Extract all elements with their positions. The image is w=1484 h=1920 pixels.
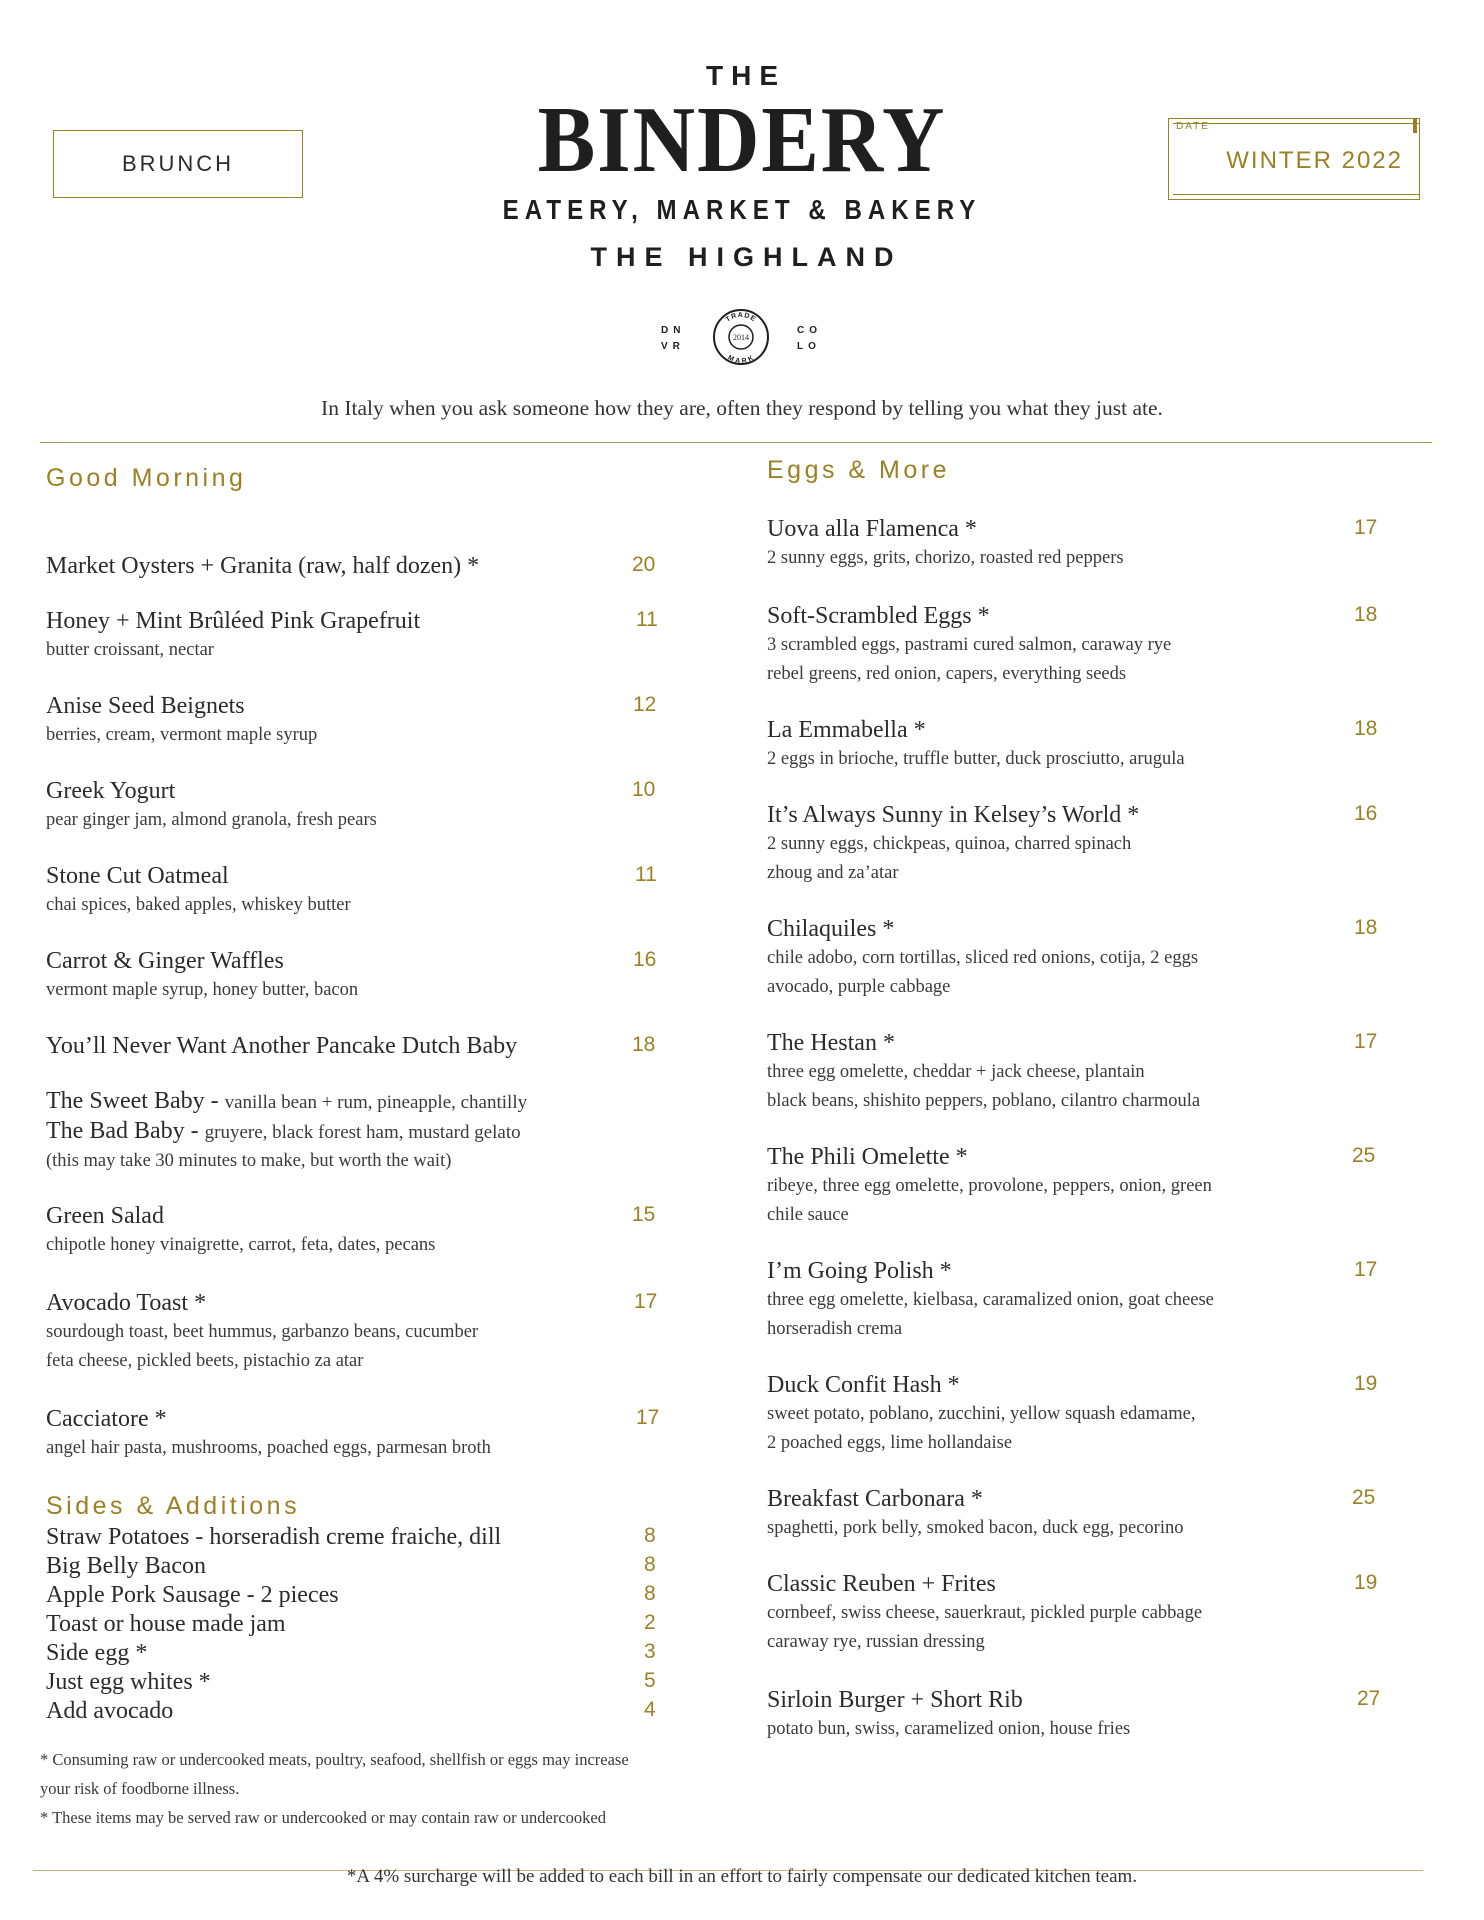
menu-item — [767, 514, 1387, 573]
side-name: Apple Pork Sausage - 2 pieces — [46, 1582, 339, 1608]
item-price: 25 — [1352, 1144, 1376, 1167]
side-name: Add avocado — [46, 1698, 174, 1724]
item-name: Green Salad — [46, 1203, 164, 1229]
item-price: 17 — [1354, 1258, 1378, 1281]
item-price: 17 — [1354, 1030, 1378, 1053]
item-price: 18 — [1354, 916, 1378, 939]
item-price: 12 — [633, 693, 657, 716]
item-description: chai spices, baked apples, whiskey butter — [46, 895, 351, 915]
side-price: 5 — [644, 1669, 656, 1692]
item-name: The Hestan * — [767, 1030, 895, 1056]
city-letters: DN VR — [661, 325, 686, 352]
item-name: Breakfast Carbonara * — [767, 1486, 983, 1512]
item-price: 16 — [633, 948, 657, 971]
item-description: potato bun, swiss, caramelized onion, house fries — [767, 1719, 1131, 1739]
menu-item — [767, 914, 1387, 1002]
item-name: The Phili Omelette * — [767, 1144, 968, 1170]
sides-title: Sides & Additions — [46, 1492, 301, 1520]
logo-location: THE HIGHLAND — [590, 242, 903, 272]
item-description: 2 sunny eggs, grits, chorizo, roasted red peppers — [767, 548, 1124, 568]
item-description-2: horseradish crema — [767, 1319, 903, 1339]
menu-item — [46, 1404, 666, 1463]
menu-item — [46, 606, 666, 665]
menu-item — [46, 691, 666, 750]
item-price: 20 — [632, 553, 656, 576]
item-price: 18 — [1354, 603, 1378, 626]
bad-baby-desc: gruyere, black forest ham, mustard gelato — [204, 1122, 521, 1143]
item-description-2: caraway rye, russian dressing — [767, 1632, 985, 1652]
bad-baby-name: The Bad Baby - — [46, 1118, 199, 1144]
item-description-2: 2 poached eggs, lime hollandaise — [767, 1433, 1013, 1453]
menu-item — [767, 1256, 1387, 1344]
seal-top-text: TRADE — [724, 311, 758, 324]
item-description: cornbeef, swiss cheese, sauerkraut, pickled purple cabbage — [767, 1603, 1203, 1623]
trademark-seal-icon — [711, 307, 771, 367]
footnote-raw-warning-cont: your risk of foodborne illness. — [40, 1779, 240, 1798]
item-description: 2 eggs in brioche, truffle butter, duck prosciutto, arugula — [767, 749, 1185, 769]
item-name: You’ll Never Want Another Pancake Dutch Baby — [46, 1033, 518, 1059]
item-name: Cacciatore * — [46, 1406, 167, 1432]
side-item — [46, 1552, 666, 1581]
seal-year: 2014 — [733, 333, 749, 342]
side-item — [46, 1639, 666, 1668]
item-description-2: black beans, shishito peppers, poblano, cilantro charmoula — [767, 1091, 1201, 1111]
item-price: 18 — [1354, 717, 1378, 740]
item-description-2: avocado, purple cabbage — [767, 977, 951, 997]
eggs-and-more-title: Eggs & More — [767, 456, 951, 484]
svg-text:TRADE — [725, 312, 757, 324]
item-price: 18 — [632, 1033, 656, 1056]
date-value: WINTER 2022 — [1226, 147, 1403, 174]
item-price: 11 — [635, 863, 657, 886]
side-price: 2 — [644, 1611, 656, 1634]
menu-item — [46, 776, 666, 835]
item-name: It’s Always Sunny in Kelsey’s World * — [767, 802, 1140, 828]
menu-item — [46, 861, 666, 920]
item-name: La Emmabella * — [767, 717, 926, 743]
item-price: 17 — [636, 1406, 660, 1429]
item-name: Greek Yogurt — [46, 778, 176, 804]
header-divider — [40, 442, 1432, 443]
item-description-2: zhoug and za’atar — [767, 863, 899, 883]
item-price: 11 — [636, 608, 658, 631]
item-description: sweet potato, poblano, zucchini, yellow squash edamame, — [767, 1404, 1196, 1424]
item-description: berries, cream, vermont maple syrup — [46, 725, 318, 745]
item-name: Avocado Toast * — [46, 1290, 207, 1316]
item-name: Uova alla Flamenca * — [767, 516, 977, 542]
item-price: 10 — [632, 778, 656, 801]
item-price: 25 — [1352, 1486, 1376, 1509]
tagline: In Italy when you ask someone how they are, often they respond by telling you what they just ate. — [321, 396, 1163, 420]
item-description: 3 scrambled eggs, pastrami cured salmon, caraway rye — [767, 635, 1172, 655]
menu-item — [767, 800, 1387, 888]
item-name: Anise Seed Beignets — [46, 693, 245, 719]
state-letters: CO LO — [797, 325, 822, 352]
menu-item — [46, 1201, 666, 1260]
item-name: Carrot & Ginger Waffles — [46, 948, 284, 974]
item-name: Classic Reuben + Frites — [767, 1571, 996, 1597]
logo-the: THE — [706, 60, 786, 91]
item-name: Duck Confit Hash * — [767, 1372, 960, 1398]
surcharge-notice: *A 4% surcharge will be added to each bill in an effort to fairly compensate our dedicated kitchen team. — [346, 1866, 1138, 1887]
item-price: 27 — [1357, 1687, 1381, 1710]
side-item — [46, 1610, 666, 1639]
item-price: 16 — [1354, 802, 1378, 825]
sweet-baby-name: The Sweet Baby - — [46, 1088, 219, 1114]
menu-item — [767, 715, 1387, 774]
menu-item — [46, 946, 666, 1005]
item-name: Soft-Scrambled Eggs * — [767, 603, 990, 629]
item-description: spaghetti, pork belly, smoked bacon, duck egg, pecorino — [767, 1518, 1184, 1538]
item-description-2: rebel greens, red onion, capers, everything seeds — [767, 664, 1127, 684]
side-price: 8 — [644, 1524, 656, 1547]
trademark-row — [0, 307, 1484, 367]
sweet-baby-desc: vanilla bean + rum, pineapple, chantilly — [224, 1092, 528, 1113]
item-name: Sirloin Burger + Short Rib — [767, 1687, 1023, 1713]
item-description-2: chile sauce — [767, 1205, 849, 1225]
side-price: 3 — [644, 1640, 656, 1663]
item-description: three egg omelette, kielbasa, caramalized onion, goat cheese — [767, 1290, 1214, 1310]
side-item — [46, 1581, 666, 1610]
side-item — [46, 1697, 666, 1726]
menu-item — [46, 1288, 666, 1376]
item-description: chipotle honey vinaigrette, carrot, feta, dates, pecans — [46, 1235, 436, 1255]
side-price: 8 — [644, 1553, 656, 1576]
menu-item — [767, 1685, 1387, 1744]
menu-item — [46, 551, 666, 581]
dutch-baby-options — [46, 1087, 666, 1176]
item-description-2: feta cheese, pickled beets, pistachio za atar — [46, 1351, 364, 1371]
item-name: Chilaquiles * — [767, 916, 895, 942]
item-price: 17 — [634, 1290, 658, 1313]
seal-bottom-text: MARK — [726, 354, 756, 366]
menu-item — [767, 1142, 1387, 1230]
good-morning-title: Good Morning — [46, 464, 247, 492]
item-price: 17 — [1354, 516, 1378, 539]
side-item — [46, 1668, 666, 1697]
side-price: 4 — [644, 1698, 656, 1721]
item-name: Market Oysters + Granita (raw, half dozen) * — [46, 553, 480, 579]
side-name: Just egg whites * — [46, 1669, 211, 1695]
menu-item — [767, 1370, 1387, 1458]
side-item — [46, 1523, 666, 1552]
menu-item — [767, 1484, 1387, 1543]
side-name: Straw Potatoes - horseradish creme fraiche, dill — [46, 1524, 502, 1550]
menu-item — [46, 1031, 666, 1061]
footnote-undercooked: * These items may be served raw or undercooked or may contain raw or undercooked — [40, 1808, 606, 1827]
menu-item — [767, 601, 1387, 689]
item-description: 2 sunny eggs, chickpeas, quinoa, charred spinach — [767, 834, 1132, 854]
item-description: butter croissant, nectar — [46, 640, 214, 660]
item-name: I’m Going Polish * — [767, 1258, 952, 1284]
side-name: Side egg * — [46, 1640, 148, 1666]
item-description: three egg omelette, cheddar + jack cheese, plantain — [767, 1062, 1145, 1082]
item-price: 19 — [1354, 1372, 1378, 1395]
item-description: vermont maple syrup, honey butter, bacon — [46, 980, 359, 1000]
side-name: Big Belly Bacon — [46, 1553, 206, 1579]
footnote-raw-warning: * Consuming raw or undercooked meats, poultry, seafood, shellfish or eggs may increase — [40, 1750, 629, 1769]
item-description: pear ginger jam, almond granola, fresh pears — [46, 810, 377, 830]
item-name: Honey + Mint Brûléed Pink Grapefruit — [46, 608, 421, 634]
menu-item — [767, 1569, 1387, 1657]
logo-name: BINDERY — [537, 88, 947, 192]
item-description: chile adobo, corn tortillas, sliced red onions, cotija, 2 eggs — [767, 948, 1199, 968]
item-price: 19 — [1354, 1571, 1378, 1594]
side-price: 8 — [644, 1582, 656, 1605]
item-description: sourdough toast, beet hummus, garbanzo beans, cucumber — [46, 1322, 479, 1342]
item-price: 15 — [632, 1203, 656, 1226]
restaurant-logo — [0, 60, 1484, 273]
meal-label: BRUNCH — [121, 151, 235, 176]
date-label: DATE — [1176, 121, 1210, 132]
side-name: Toast or house made jam — [46, 1611, 286, 1637]
item-description: ribeye, three egg omelette, provolone, peppers, onion, green — [767, 1176, 1212, 1196]
dutch-baby-note: (this may take 30 minutes to make, but worth the wait) — [46, 1151, 452, 1171]
menu-item — [767, 1028, 1387, 1116]
logo-subtitle: EATERY, MARKET & BAKERY — [502, 194, 982, 225]
item-description: angel hair pasta, mushrooms, poached eggs, parmesan broth — [46, 1438, 491, 1458]
item-name: Stone Cut Oatmeal — [46, 863, 229, 889]
